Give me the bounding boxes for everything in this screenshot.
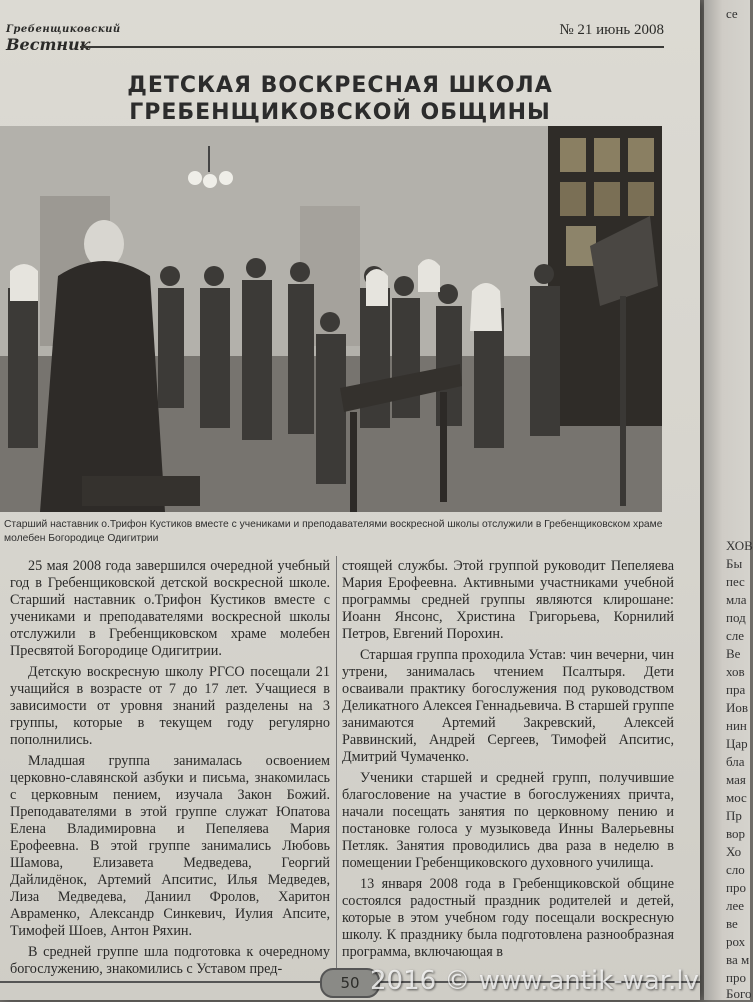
adjacent-text: вор <box>726 826 746 841</box>
paragraph: стоящей службы. Этой группой руководит Пепеляева Мария Ерофеевна. Активными участниками учебной программы средней группы являются клирошане: Иоанн Янсонс, Христина Григорьева, Корнилий Петров, Евгений Порохин. <box>342 558 674 642</box>
issue-label: № 21 июнь 2008 <box>559 22 664 38</box>
adjacent-text: лее <box>726 898 745 913</box>
header-rule <box>80 46 664 48</box>
adjacent-text: ХОВ <box>726 538 753 553</box>
paragraph: Детскую воскресную школу РГСО посещали 21 учащийся в возрасте от 7 до 17 лет. Учащиеся в зависимости от уровня знаний разделены на 3 группы, которые в текущем году регулярно пополнились. <box>10 664 330 748</box>
adjacent-text: Цар <box>726 736 748 751</box>
logo-line-2: Вестник <box>6 35 91 54</box>
adjacent-text: Хо <box>726 844 742 859</box>
adjacent-text: ва м <box>726 952 750 967</box>
adjacent-text: сло <box>726 862 745 877</box>
adjacent-text: мая <box>726 772 746 787</box>
page-number: 50 <box>320 968 380 998</box>
adjacent-text: Пр <box>726 808 742 823</box>
church-photo <box>0 126 662 512</box>
adjacent-text: Бы <box>726 556 743 571</box>
adjacent-text: бла <box>726 754 745 769</box>
adjacent-text: сле <box>726 628 745 643</box>
article-column-left <box>10 558 330 978</box>
adjacent-text: рох <box>726 934 746 949</box>
article-column-right <box>342 558 674 961</box>
adjacent-page-edge <box>704 0 753 1001</box>
paragraph: Младшая группа занималась освоением церковно-славянской азбуки и письма, знакомилась с церковным пением, изучала Закон Божий. Преподавателями в этой группе служат Юпатова Елена Владимировна и Пепеляева Мария Ерофеевна. В этой группе занимались Любовь Шамова, Елизавета Медведева, Георгий Дайлидёнок, Артемий Апситис, Илья Медведев, Лиза Медведева, Даниил Фролов, Харитон Авраменко, Александр Синкевич, Иулия Апсите, Тимофей Шоев, Антон Ряхин. <box>10 753 330 939</box>
article-title <box>60 72 620 126</box>
column-divider <box>336 556 337 976</box>
paragraph: 13 января 2008 года в Гребенщиковской общине состоялся радостный праздник родителей и детей, которые в этом учебном году посещали воскресную школу. К празднику была подготовлена разнообразная программа, включающая в <box>342 876 674 960</box>
adjacent-text: пра <box>726 682 746 697</box>
paragraph: В средней группе шла подготовка к очередному богослужению, знакомились с Уставом пред- <box>10 944 330 977</box>
masthead <box>0 8 700 56</box>
adjacent-text: нин <box>726 718 747 733</box>
paragraph: Старшая группа проходила Устав: чин вечерни, чин утрени, занималась чтением Псалтыря. Дети осваивали практику богослужения под руководством Деликатного Алексея Геннадьевича. В старшей группе занимаются Артемий Закревский, Алексей Раввинский, Андрей Сергеев, Тимофей Апситис, Дмитрий Чумаченко. <box>342 647 674 765</box>
adjacent-text: Ве <box>726 646 741 661</box>
adjacent-text: про <box>726 970 746 985</box>
adjacent-text: хов <box>726 664 745 679</box>
logo-line-1: Гребенщиковский <box>6 24 121 35</box>
paragraph: Ученики старшей и средней групп, получившие благословение на участие в богослужениях причта, начали посещать занятия по церковному пению и постановке голоса у музыковеда Инны Валерьевны Петляк. Занятия проводились два раза в неделю в помещении Гребенщиковского духовного училища. <box>342 770 674 871</box>
adjacent-text: се <box>726 6 738 21</box>
adjacent-text: Иов <box>726 700 749 715</box>
adjacent-text: мла <box>726 592 747 607</box>
title-line-1: ДЕТСКАЯ ВОСКРЕСНАЯ ШКОЛА <box>127 73 553 98</box>
photo-illustration <box>0 126 662 512</box>
title-line-2: ГРЕБЕНЩИКОВСКОЙ ОБЩИНЫ <box>129 100 551 125</box>
adjacent-text: ве <box>726 916 738 931</box>
adjacent-text: про <box>726 880 746 895</box>
photo-caption: Старший наставник о.Трифон Кустиков вместе с учениками и преподавателями воскресной школы отслужили в Гребенщиковском храме молебен Богородице Одигитрии <box>4 519 663 544</box>
adjacent-text: под <box>726 610 746 625</box>
adjacent-text: пес <box>726 574 745 589</box>
site-watermark: 2016 © www.antik-war.lv <box>370 966 700 996</box>
adjacent-text: Бого <box>726 986 752 1001</box>
paragraph: 25 мая 2008 года завершился очередной учебный год в Гребенщиковской детской воскресной школе. Старший наставник о.Трифон Кустиков вместе с учениками и преподавателями воскресной школы отслужили в Гребенщиковском храме молебен Пресвятой Богородице Одигитрии. <box>10 558 330 659</box>
adjacent-text: мос <box>726 790 747 805</box>
